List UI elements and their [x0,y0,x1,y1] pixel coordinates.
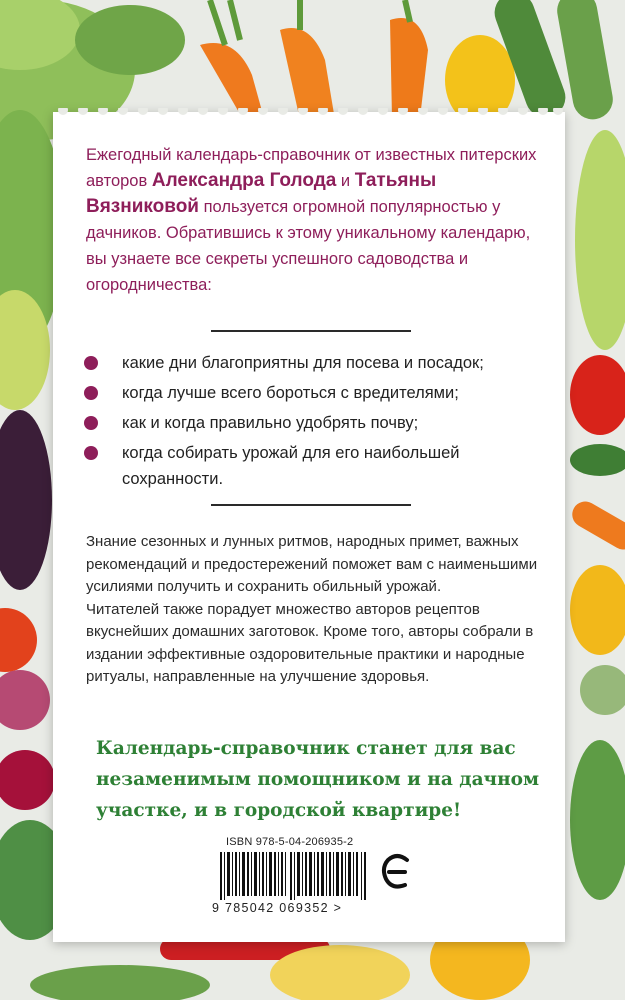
list-item: как и когда правильно удобрять почву; [80,410,550,436]
intro-text: Ежегодный календарь-справочник от известных питерских авторов Александра Голода и Татьяны Вязниковой пользуется огромной популярностью у дачников. Обратившись к этому уникальному календарю, вы узнаете все секреты успешного садоводства и огородничества: [86,146,537,294]
tomato-left [0,608,37,672]
carrot-2 [280,28,335,120]
barcode [220,852,368,900]
eksmo-logo-icon [381,852,413,892]
yellow-pepper-right [570,565,625,655]
bullet-dot-icon [84,386,98,400]
carrot-right [568,497,625,555]
calendar-perforation [53,108,565,128]
red-pepper-right [570,355,625,435]
list-item: когда собирать урожай для его наибольшей сохранности. [80,440,550,492]
isbn-label: ISBN 978-5-04-206935-2 [226,836,354,848]
eggplant [0,410,52,590]
author-2: Татьяны Вязниковой [86,170,437,217]
broccoli-right [580,665,625,715]
celery-right [575,130,625,350]
author-1: Александра Голода [151,170,337,191]
description-paragraph-1: Знание сезонных и лунных ритмов, народных примет, важных рекомендаций и предостережений поможет вам с наименьшими усилиями получить и сохранить обильный урожай. [86,533,538,595]
description-text [86,531,556,689]
bullet-dot-icon [84,416,98,430]
closing-statement: Календарь-справочник станет для вас незаменимым помощником и на дачном участке, и в городской квартире! [96,738,540,821]
divider-bottom [211,504,411,506]
divider-top [211,330,411,332]
list-item: какие дни благоприятны для посева и посадок; [80,350,550,376]
carrot-3 [390,18,428,118]
bullet-dot-icon [84,356,98,370]
list-item: когда лучше всего бороться с вредителями; [80,380,550,406]
cucumber-right [570,444,625,476]
bullet-dot-icon [84,446,98,460]
barcode-digits: 9 785042 069352 > [212,901,343,915]
description-paragraph-2: Читателей также порадует множество авторов рецептов вкуснейших домашних заготовок. Кроме того, авторы собрали в издании эффективные оздоровительные практики и народные ритуалы, направленные на улучшение здоровья. [86,600,534,685]
red-onion-left [0,670,50,730]
feature-list [80,350,550,496]
